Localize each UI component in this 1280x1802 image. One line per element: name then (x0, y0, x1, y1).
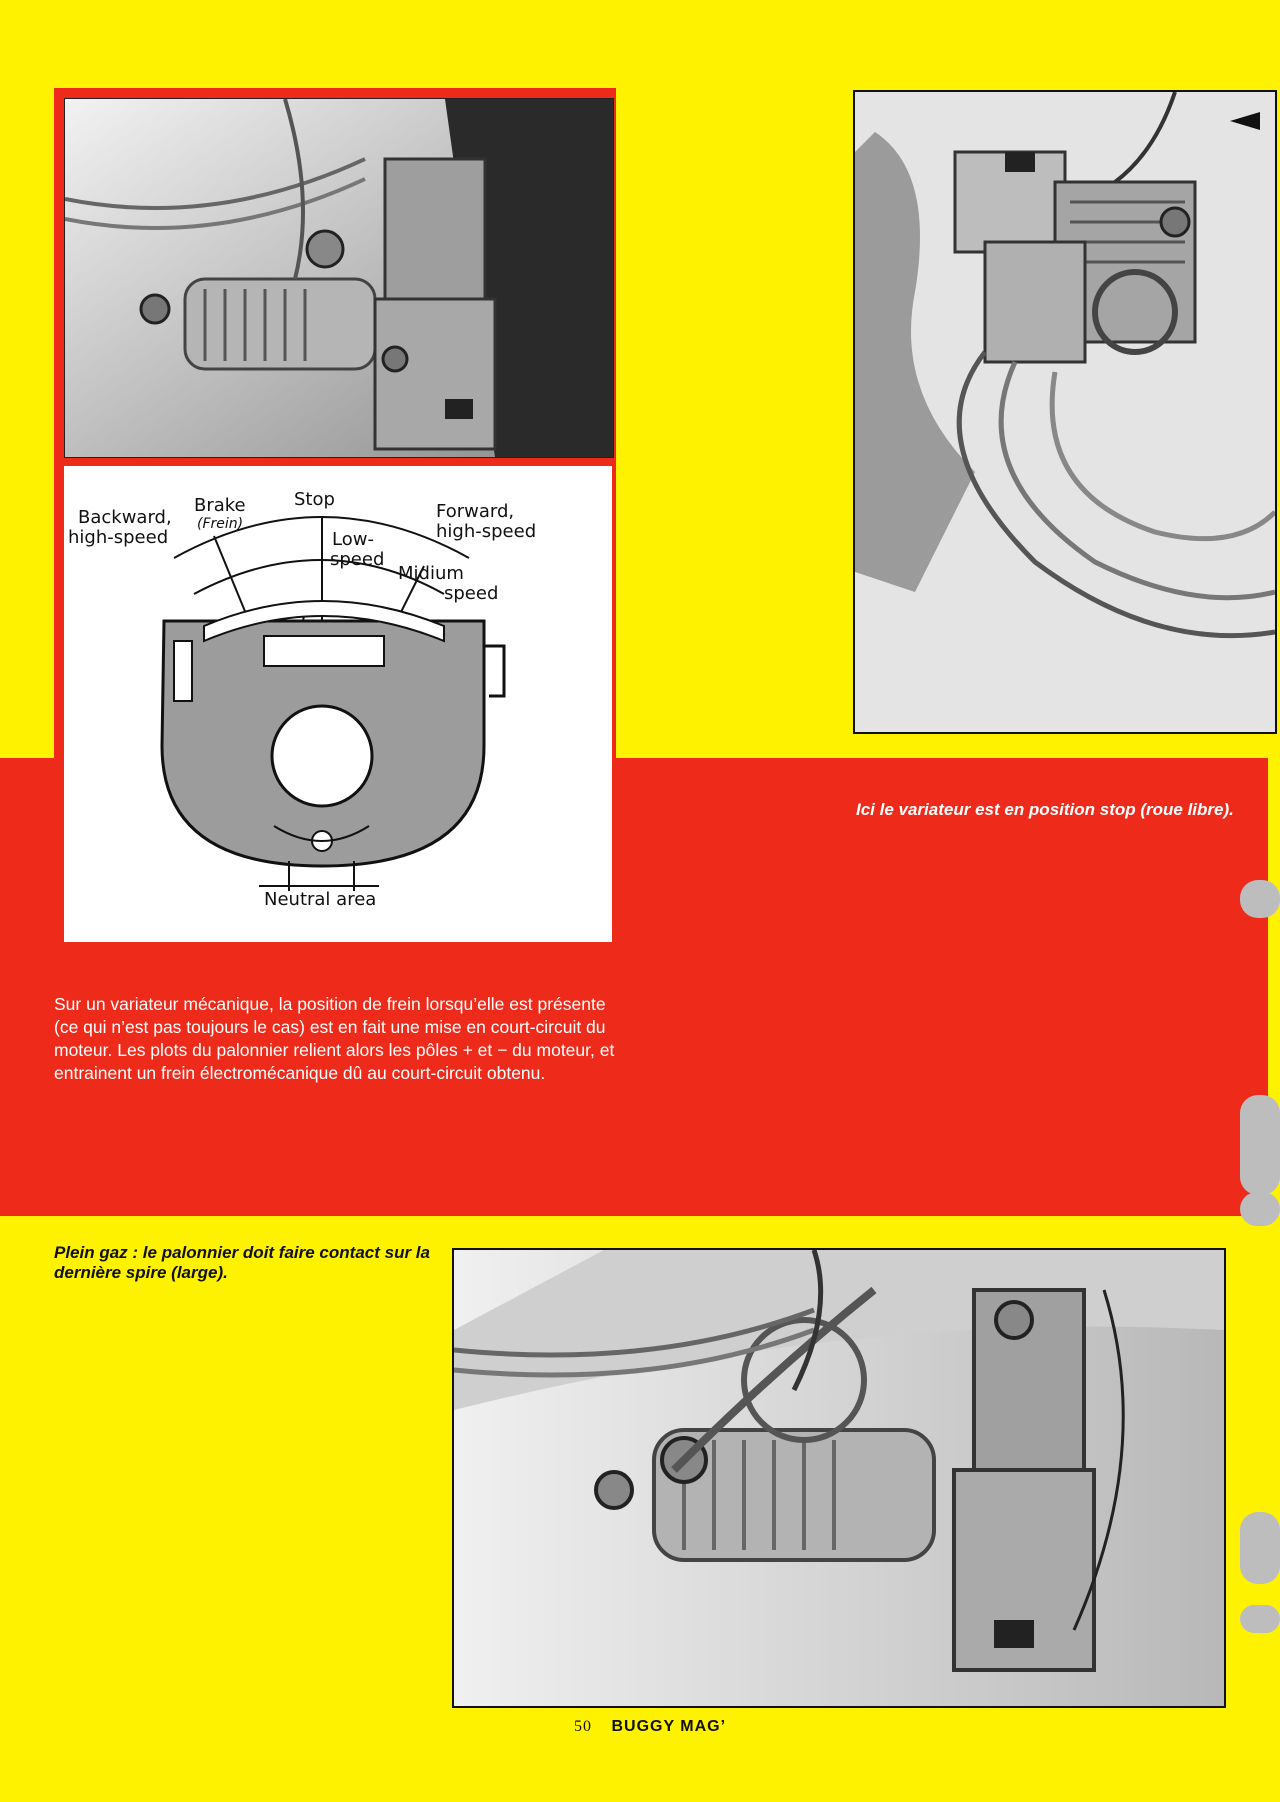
photo-speed-controller-full-throttle (452, 1248, 1226, 1708)
photo-speed-controller-stop (853, 90, 1277, 734)
label-frein: (Frein) (197, 516, 244, 532)
page-number: 50 (574, 1718, 592, 1735)
label-midium: Midium (398, 563, 464, 584)
speed-controller-diagram (64, 466, 612, 942)
caption-full-throttle: Plein gaz : le palonnier doit faire contact sur la dernière spire (large). (54, 1243, 430, 1282)
label-midium-speed: speed (444, 583, 499, 604)
label-low: Low- (332, 529, 374, 550)
binder-tab (1240, 1512, 1280, 1584)
binder-tab (1240, 1095, 1280, 1195)
label-stop-top: Stop (294, 489, 335, 510)
label-low-speed: speed (330, 549, 385, 570)
magazine-name: BUGGY MAG’ (611, 1718, 727, 1735)
label-forward: Forward, (436, 501, 515, 522)
caption-brake-explanation: Sur un variateur mécanique, la position de frein lorsqu’elle est présente (ce qui n’est pas toujours le cas) est en fait une mise en court-circuit du moteur. Les plots du palonnier relient alors les pôles + et − du moteur, et entrainent un frein électromécanique dû au court-circuit obtenu. (54, 994, 615, 1083)
page-footer (574, 1718, 726, 1736)
label-forward-high: high-speed (436, 521, 537, 542)
photo-speed-controller-top (64, 98, 614, 458)
binder-tab (1240, 1192, 1280, 1226)
label-neutral-area: Neutral area (264, 889, 377, 910)
caption-stop-position: Ici le variateur est en position stop (roue libre). (856, 800, 1234, 819)
label-brake: Brake (194, 495, 246, 516)
label-backward-high: high-speed (68, 527, 169, 548)
binder-tab (1240, 1605, 1280, 1633)
page-edge-arrow-marker (1230, 112, 1260, 130)
binder-tab (1240, 880, 1280, 918)
label-backward: Backward, (78, 507, 172, 528)
